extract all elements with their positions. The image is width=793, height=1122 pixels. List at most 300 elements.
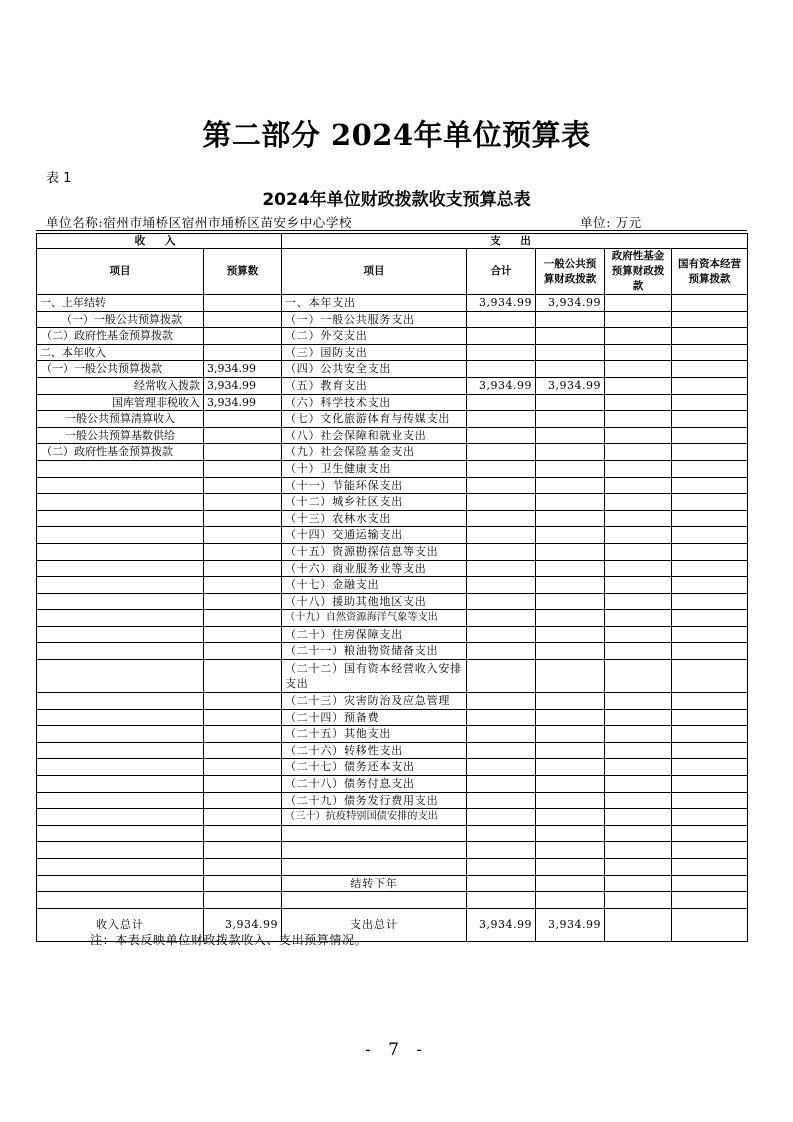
general-budget-cell [536,477,605,494]
general-budget-cell [536,660,605,693]
gov-fund-cell [605,693,672,710]
income-item-cell [37,742,204,759]
expense-item-cell: （十九）自然资源海洋气象等支出 [282,610,467,627]
gov-fund-cell [605,560,672,577]
section-header-row [37,234,748,249]
state-capital-cell [672,726,748,743]
general-budget-cell [536,460,605,477]
expense-total-cell [467,825,536,842]
gov-fund-cell [605,328,672,345]
income-item-cell [37,510,204,527]
table-row [37,792,748,809]
gov-fund-cell [605,875,672,892]
expense-item-cell: （二十六）转移性支出 [282,742,467,759]
state-capital-cell [672,394,748,411]
income-value-cell [204,726,282,743]
general-budget-cell [536,709,605,726]
expense-total-cell [467,577,536,594]
col-general-budget: 一般公共预算财政拨款 [536,249,605,295]
income-value-cell [204,444,282,461]
expense-total-cell [467,610,536,627]
expense-item-cell: （十七）金融支出 [282,577,467,594]
table-note: 注：本表反映单位财政拨款收入、支出预算情况。 [90,933,368,947]
income-value-cell [204,477,282,494]
general-budget-cell [536,361,605,378]
unit-name: 单位名称:宿州市埇桥区宿州市埇桥区苗安乡中心学校 [46,215,353,230]
income-value-cell [204,411,282,428]
general-budget-cell [536,427,605,444]
table-row [37,427,748,444]
col-gov-fund: 政府性基金预算财政拨款 [605,249,672,295]
general-budget-cell [536,809,605,826]
table-row [37,593,748,610]
income-value-cell [204,892,282,909]
income-item-cell: 一般公共预算清算收入 [37,411,204,428]
expense-item-cell: （十四）交通运输支出 [282,527,467,544]
table-row [37,477,748,494]
income-value-cell [204,577,282,594]
general-budget-cell [536,892,605,909]
income-value-cell [204,792,282,809]
expense-section-header: 支 出 [282,234,748,249]
income-item-cell: 一、上年结转 [37,295,204,312]
income-value-cell [204,709,282,726]
income-item-cell [37,709,204,726]
gov-fund-cell [605,527,672,544]
table-row [37,859,748,876]
expense-item-cell: （七）文化旅游体育与传媒支出 [282,411,467,428]
gov-fund-cell [605,577,672,594]
income-value-cell [204,560,282,577]
income-item-cell: （二）政府性基金预算拨款 [37,444,204,461]
expense-total-cell [467,361,536,378]
gov-fund-cell [605,643,672,660]
expense-item-cell: （十六）商业服务业等支出 [282,560,467,577]
state-capital-cell [672,643,748,660]
state-capital-cell [672,825,748,842]
general-budget-cell [536,759,605,776]
income-item-cell: （一）一般公共预算拨款 [37,361,204,378]
general-budget-cell [536,494,605,511]
gov-fund-cell [605,792,672,809]
state-capital-cell [672,543,748,560]
gov-fund-cell [605,742,672,759]
state-capital-cell [672,510,748,527]
gov-fund-cell [605,510,672,527]
income-value-cell [204,494,282,511]
gov-fund-cell [605,776,672,793]
expense-total-cell [467,394,536,411]
state-capital-cell [672,593,748,610]
state-capital-cell [672,527,748,544]
state-capital-cell [672,809,748,826]
expense-total-cell [467,759,536,776]
income-total-value: 3,934.99 [204,908,282,941]
income-value-cell [204,593,282,610]
expense-item-cell: （十）卫生健康支出 [282,460,467,477]
expense-item-cell: （十一）节能环保支出 [282,477,467,494]
income-item-cell [37,460,204,477]
gov-fund-cell [605,377,672,394]
expense-total-label: 支出总计 [282,908,467,941]
state-capital-cell [672,759,748,776]
state-capital-cell [672,460,748,477]
table-number: 表 1 [46,171,72,186]
general-budget-cell [536,776,605,793]
expense-total-cell [467,560,536,577]
gov-fund-cell [605,660,672,693]
gov-fund-cell [605,427,672,444]
table-title: 2024年单位财政拨款收支预算总表 [262,190,531,210]
table-row [37,560,748,577]
income-value-cell [204,311,282,328]
table-row [37,394,748,411]
expense-total-cell [467,693,536,710]
table-row [37,626,748,643]
state-capital-cell [672,626,748,643]
income-item-cell [37,527,204,544]
general-budget-cell [536,344,605,361]
table-row [37,494,748,511]
expense-total-cell [467,859,536,876]
general-budget-cell [536,543,605,560]
gov-fund-cell [605,892,672,909]
expense-item-cell: （十八）援助其他地区支出 [282,593,467,610]
gov-fund-cell [605,311,672,328]
state-capital-cell [672,875,748,892]
income-value-cell [204,809,282,826]
expense-item-cell: （三）国防支出 [282,344,467,361]
expense-item-cell: （九）社会保险基金支出 [282,444,467,461]
expense-item-cell: （二）外交支出 [282,328,467,345]
gov-fund-cell [605,477,672,494]
income-item-cell: 一般公共预算基数供给 [37,427,204,444]
table-row [37,444,748,461]
income-item-cell [37,610,204,627]
column-header-row [37,249,748,295]
income-item-cell [37,859,204,876]
col-income-budget: 预算数 [204,249,282,295]
table-row [37,809,748,826]
table-row [37,825,748,842]
state-capital-cell [672,892,748,909]
general-budget-cell: 3,934.99 [536,295,605,312]
expense-item-cell: （十二）城乡社区支出 [282,494,467,511]
general-budget-cell [536,444,605,461]
general-budget-cell [536,875,605,892]
expense-item-cell: （二十五）其他支出 [282,726,467,743]
table-row [37,295,748,312]
income-item-cell [37,792,204,809]
expense-total-cell [467,643,536,660]
state-capital-cell [672,859,748,876]
expense-item-cell: （八）社会保障和就业支出 [282,427,467,444]
table-row [37,660,748,693]
expense-total-cell [467,626,536,643]
expense-total-cell [467,477,536,494]
income-value-cell [204,693,282,710]
state-capital-cell [672,660,748,693]
general-budget-cell [536,626,605,643]
table-row [37,875,748,892]
state-capital-cell [672,361,748,378]
table-row [37,726,748,743]
income-value-cell: 3,934.99 [204,361,282,378]
table-row [37,377,748,394]
expense-item-cell: （二十三）灾害防治及应急管理 [282,693,467,710]
state-capital-cell [672,560,748,577]
general-budget-cell [536,577,605,594]
expense-total-cell [467,842,536,859]
income-value-cell [204,328,282,345]
general-budget-cell: 3,934.99 [536,377,605,394]
income-item-cell [37,560,204,577]
income-section-header: 收 入 [37,234,282,249]
state-capital-cell [672,494,748,511]
expense-total-cell [467,792,536,809]
expense-total-cell [467,875,536,892]
expense-total-cell [467,726,536,743]
gov-fund-cell [605,444,672,461]
table-row [37,759,748,776]
general-budget-cell [536,842,605,859]
state-capital-cell [672,328,748,345]
col-expense-item: 项目 [282,249,467,295]
gov-fund-cell [605,494,672,511]
page-number: - 7 - [364,1040,429,1060]
income-item-cell [37,726,204,743]
general-budget-cell [536,593,605,610]
income-value-cell [204,776,282,793]
gov-fund-cell [605,825,672,842]
general-budget-cell [536,693,605,710]
state-capital-cell [672,792,748,809]
table-row [37,709,748,726]
table-row [37,344,748,361]
income-item-cell [37,875,204,892]
expense-item-cell [282,825,467,842]
expense-total-cell [467,776,536,793]
top-rule [36,230,747,231]
table-row [37,643,748,660]
expense-general-total: 3,934.99 [536,908,605,941]
income-value-cell [204,842,282,859]
expense-item-cell: （二十一）粮油物资储备支出 [282,643,467,660]
expense-total-cell [467,494,536,511]
unit-label: 单位: 万元 [580,215,642,230]
general-budget-cell [536,726,605,743]
expense-item-cell: （二十八）债务付息支出 [282,776,467,793]
expense-total-cell [467,427,536,444]
col-total: 合计 [467,249,536,295]
col-income-item: 项目 [37,249,204,295]
income-value-cell: 3,934.99 [204,394,282,411]
income-value-cell [204,859,282,876]
expense-total-cell [467,510,536,527]
part-title: 第二部分 2024年单位预算表 [202,118,591,152]
table-row [37,610,748,627]
expense-item-cell: （十五）资源勘探信息等支出 [282,543,467,560]
general-budget-cell [536,311,605,328]
income-value-cell [204,460,282,477]
table-row [37,776,748,793]
table-row [37,328,748,345]
gov-fund-cell [605,809,672,826]
expense-item-cell: （二十二）国有资本经营收入安排支出 [282,660,467,693]
expense-item-cell: （四）公共安全支出 [282,361,467,378]
general-budget-cell [536,643,605,660]
gov-fund-cell [605,626,672,643]
expense-item-cell: 一、本年支出 [282,295,467,312]
expense-item-cell: （三十）抗疫特别国债安排的支出 [282,809,467,826]
expense-total-cell [467,411,536,428]
general-budget-cell [536,859,605,876]
income-value-cell [204,825,282,842]
state-capital-cell [672,377,748,394]
state-capital-cell [672,477,748,494]
state-capital-cell [672,444,748,461]
expense-total-cell [467,328,536,345]
gov-fund-cell [605,593,672,610]
expense-total-cell [467,660,536,693]
general-budget-cell [536,394,605,411]
state-capital-cell [672,842,748,859]
state-capital-cell [672,344,748,361]
expense-item-cell: （一）一般公共服务支出 [282,311,467,328]
income-value-cell [204,427,282,444]
expense-total-cell [467,809,536,826]
income-value-cell [204,742,282,759]
general-budget-cell [536,610,605,627]
income-value-cell [204,510,282,527]
expense-item-cell: （二十七）债务还本支出 [282,759,467,776]
state-capital-cell [672,742,748,759]
income-item-cell [37,626,204,643]
budget-table [36,233,748,942]
income-item-cell [37,543,204,560]
gov-fund-cell [605,361,672,378]
income-item-cell [37,494,204,511]
income-value-cell [204,626,282,643]
table-row [37,577,748,594]
gov-fund-cell [605,759,672,776]
general-budget-cell [536,411,605,428]
expense-total-value: 3,934.99 [467,908,536,941]
state-capital-cell [672,693,748,710]
table-row [37,892,748,909]
expense-item-cell: （十三）农林水支出 [282,510,467,527]
income-item-cell [37,776,204,793]
income-item-cell [37,759,204,776]
expense-item-cell: （二十四）预备费 [282,709,467,726]
income-item-cell [37,693,204,710]
expense-item-cell [282,859,467,876]
expense-total-cell [467,460,536,477]
general-budget-cell [536,328,605,345]
state-capital-cell [672,610,748,627]
general-budget-cell [536,560,605,577]
expense-total-cell: 3,934.99 [467,295,536,312]
general-budget-cell [536,510,605,527]
income-item-cell [37,809,204,826]
expense-total-cell [467,709,536,726]
general-budget-cell [536,792,605,809]
expense-total-cell [467,742,536,759]
income-item-cell: 国库管理非税收入 [37,394,204,411]
expense-total-cell [467,527,536,544]
gov-fund-cell [605,610,672,627]
expense-total-cell [467,444,536,461]
table-row [37,361,748,378]
income-value-cell [204,643,282,660]
income-item-cell [37,477,204,494]
col-state-capital: 国有资本经营预算拨款 [672,249,748,295]
income-item-cell [37,593,204,610]
table-row [37,311,748,328]
table-row [37,460,748,477]
income-value-cell [204,295,282,312]
expense-total-cell [467,344,536,361]
income-value-cell [204,660,282,693]
gov-fund-cell [605,460,672,477]
state-capital-cell [672,776,748,793]
expense-total-cell [467,593,536,610]
income-value-cell [204,610,282,627]
gov-fund-cell [605,842,672,859]
income-item-cell [37,842,204,859]
table-row [37,510,748,527]
income-value-cell [204,759,282,776]
expense-item-cell [282,892,467,909]
income-value-cell [204,875,282,892]
income-value-cell [204,527,282,544]
gov-fund-cell [605,411,672,428]
expense-total-cell [467,311,536,328]
income-item-cell [37,577,204,594]
income-value-cell [204,344,282,361]
income-value-cell [204,543,282,560]
expense-total-cell [467,892,536,909]
state-capital-cell [672,427,748,444]
income-total-label: 收入总计 [37,908,204,941]
expense-fund-total [605,908,672,941]
gov-fund-cell [605,726,672,743]
expense-item-cell: （五）教育支出 [282,377,467,394]
state-capital-cell [672,709,748,726]
income-item-cell: 二、本年收入 [37,344,204,361]
table-row [37,693,748,710]
state-capital-cell [672,577,748,594]
expense-total-cell: 3,934.99 [467,377,536,394]
state-capital-cell [672,311,748,328]
expense-item-cell: （二十）住房保障支出 [282,626,467,643]
expense-item-cell [282,842,467,859]
state-capital-cell [672,295,748,312]
gov-fund-cell [605,709,672,726]
expense-item-cell: （六）科学技术支出 [282,394,467,411]
expense-capital-total [672,908,748,941]
income-item-cell [37,892,204,909]
gov-fund-cell [605,859,672,876]
table-row [37,527,748,544]
expense-total-cell [467,543,536,560]
expense-item-cell: （二十九）债务发行费用支出 [282,792,467,809]
table-row [37,842,748,859]
gov-fund-cell [605,543,672,560]
income-item-cell [37,643,204,660]
gov-fund-cell [605,344,672,361]
expense-item-cell: 结转下年 [282,875,467,892]
